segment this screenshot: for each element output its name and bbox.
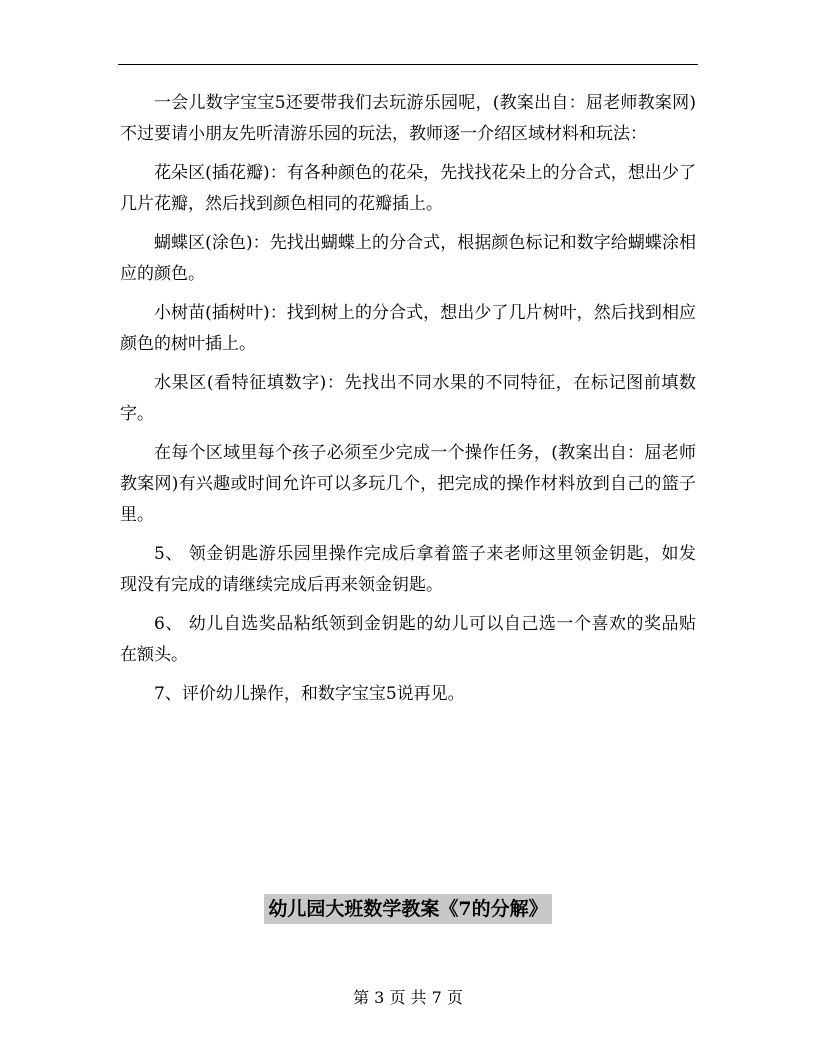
paragraph-task-rule: 在每个区域里每个孩子必须至少完成一个操作任务，(教案出自：屈老师教案网)有兴趣或时间允许可以多玩几个，把完成的操作材料放到自己的篮子里。 <box>120 443 696 525</box>
paragraph-butterfly-area: 蝴蝶区(涂色)：先找出蝴蝶上的分合式，根据颜色标记和数字给蝴蝶涂相应的颜色。 <box>120 233 696 284</box>
section-title-wrapper <box>0 894 816 924</box>
paragraph-step-5: 5、 领金钥匙游乐园里操作完成后拿着篮子来老师这里领金钥匙，如发现没有完成的请继续完成后再来领金钥匙。 <box>120 544 696 595</box>
paragraph-fruit-area: 水果区(看特征填数字)：先找出不同水果的不同特征，在标记图前填数字。 <box>120 373 696 424</box>
paragraph-flower-area: 花朵区(插花瓣)：有各种颜色的花朵，先找找花朵上的分合式，想出少了几片花瓣，然后找到颜色相同的花瓣插上。 <box>120 163 696 214</box>
paragraph-step-7: 7、评价幼儿操作，和数字宝宝5说再见。 <box>154 684 465 704</box>
paragraph-sapling-area: 小树苗(插树叶)：找到树上的分合式，想出少了几片树叶，然后找到相应颜色的树叶插上。 <box>120 303 696 354</box>
document-body <box>120 88 696 718</box>
header-rule <box>118 64 698 65</box>
paragraph-step-6: 6、 幼儿自选奖品粘纸领到金钥匙的幼儿可以自己选一个喜欢的奖品贴在额头。 <box>120 614 696 665</box>
paragraph-intro: 一会儿数字宝宝5还要带我们去玩游乐园呢，(教案出自：屈老师教案网)不过要请小朋友先听清游乐园的玩法，教师逐一介绍区域材料和玩法： <box>120 93 696 144</box>
section-title: 幼儿园大班数学教案《7的分解》 <box>264 894 551 924</box>
page-footer: 第 3 页 共 7 页 <box>353 988 463 1007</box>
